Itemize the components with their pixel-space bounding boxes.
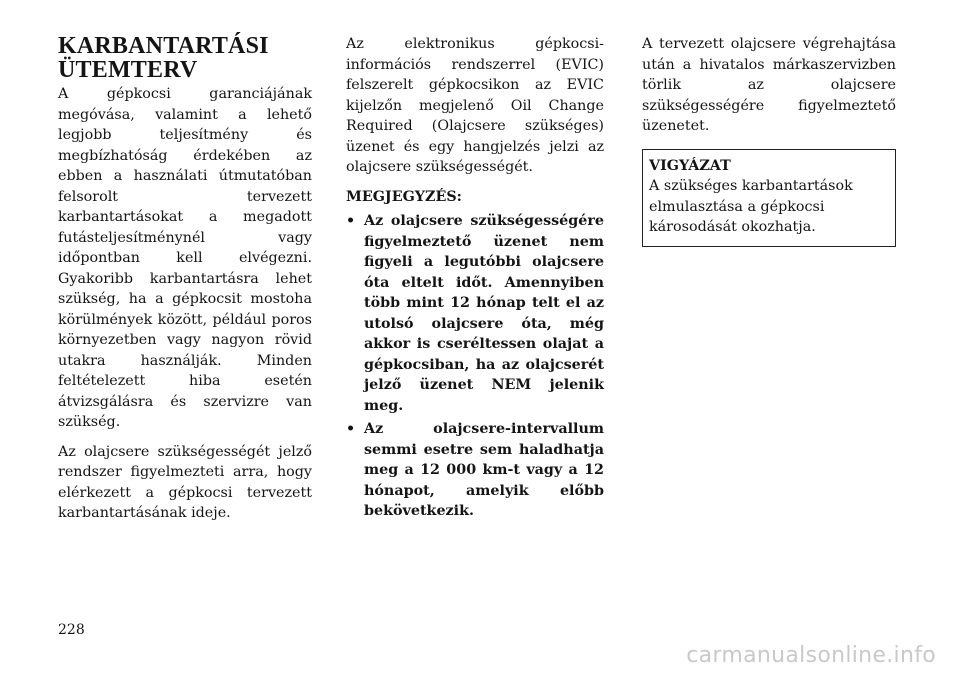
bullet-icon: •: [346, 421, 356, 437]
evic-paragraph: Az elektronikus gépkocsi-információs rendszerrel (EVIC) felszerelt gépkocsikon az EVIC kijelzőn megjelenő Oil Change Required (Olajcsere szükséges) üzenet és egy hangjelzés jelzi az olajcsere szükségességét.: [346, 36, 604, 175]
right-column: [642, 34, 896, 247]
heading-line-1: KARBANTARTÁSI: [58, 33, 269, 59]
bullet-icon: •: [346, 213, 356, 229]
intro-paragraph: A gépkocsi garanciájának megóvása, valamint a lehető legjobb teljesítmény és megbízhatóság érdekében az ebben a használati útmutatóban felsorolt tervezett karbantartásokat a megadott futásteljesítménynél vagy időpontban kell elvégezni. Gyakoribb karbantartásra lehet szükség, ha a gépkocsit mostoha körülmények között, például poros környezetben vagy nagyon rövid utakra használják. Minden feltételezett hiba esetén átvizsgálásra és szervizre van szükség.: [58, 86, 312, 430]
note-bullet-item: [346, 419, 604, 522]
middle-column: [346, 34, 604, 525]
note-bullet-text: Az olajcsere szükségességére figyelmeztető üzenet nem figyeli a legutóbbi olajcsere óta eltelt időt. Amennyiben több mint 12 hónap telt el az utolsó olajcsere óta, még akkor is cseréltessen olajat a gépkocsiban, ha az olajcserét jelző üzenet NEM jelenik meg.: [364, 213, 604, 414]
oil-indicator-paragraph: Az olajcsere szükségességét jelző rendszer figyelmezteti arra, hogy elérkezett a gépkocsi tervezett karbantartásának ideje.: [58, 443, 312, 521]
heading-line-2: ÜTEMTERV: [58, 57, 198, 83]
watermark: carmanualsonline.info: [686, 643, 936, 668]
page-number: 228: [58, 622, 85, 638]
left-column: [58, 34, 312, 533]
caution-text: A szükséges karbantartások elmulasztása a gépkocsi károsodását okozhatja.: [649, 178, 853, 235]
note-bullet-text: Az olajcsere-intervallum semmi esetre sem haladhatja meg a 12 000 km-t vagy a 12 hónapot, amelyik előbb bekövetkezik.: [364, 421, 604, 519]
caution-title: VIGYÁZAT: [649, 157, 731, 174]
note-title: MEGJEGYZÉS:: [346, 188, 462, 205]
note-bullet-item: [346, 211, 604, 416]
section-heading: [58, 34, 312, 82]
note-bullet-list: [346, 211, 604, 522]
caution-box: [642, 149, 896, 247]
reset-paragraph: A tervezett olajcsere végrehajtása után a hivatalos márkaszervizben törlik az olajcsere szükségességére figyelmeztető üzenetet.: [642, 36, 896, 134]
